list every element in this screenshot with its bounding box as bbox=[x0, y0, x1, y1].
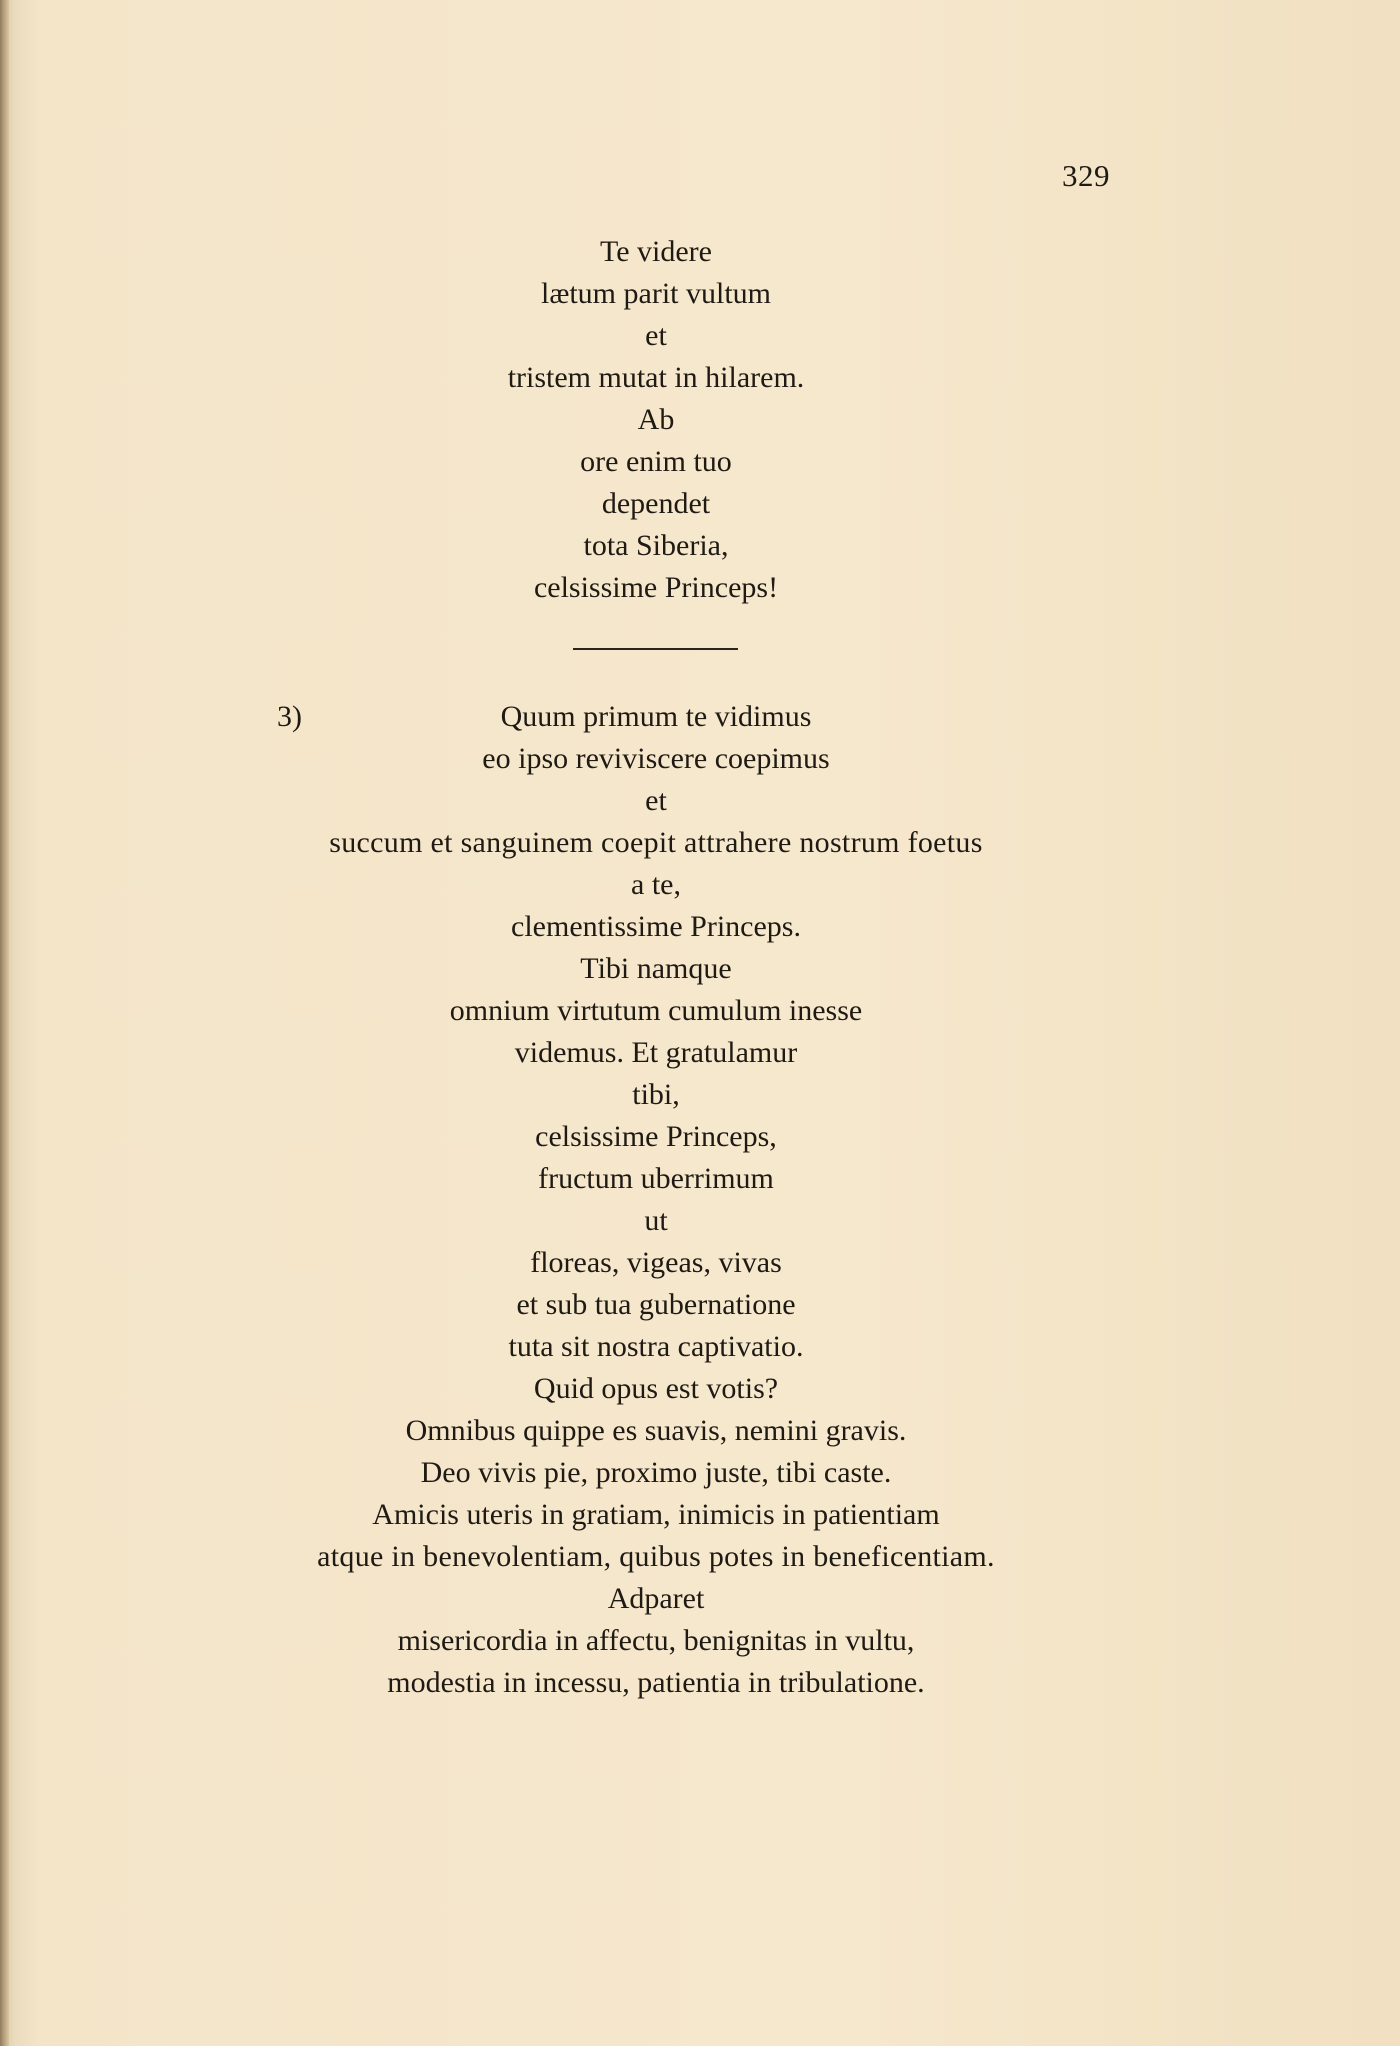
text-line: modestia in incessu, patientia in tribulatione. bbox=[387, 1666, 925, 1699]
text-line: celsissime Princeps! bbox=[533, 571, 779, 604]
binding-edge bbox=[0, 0, 9, 2046]
text-line: eo ipso reviviscere coepimus bbox=[482, 742, 830, 775]
text-line: videmus. Et gratulamur bbox=[514, 1036, 798, 1069]
text-line: tuta sit nostra captivatio. bbox=[508, 1330, 804, 1363]
text-line: succum et sanguinem coepit attrahere nostrum foetus bbox=[329, 826, 983, 859]
text-line: misericordia in affectu, benignitas in vultu, bbox=[397, 1624, 915, 1657]
text-line: Quid opus est votis? bbox=[533, 1372, 779, 1405]
text-line: tibi, bbox=[632, 1078, 680, 1111]
text-line: Adparet bbox=[607, 1582, 705, 1615]
page-number: 329 bbox=[1062, 158, 1110, 193]
text-line: Quum primum te vidimus bbox=[500, 700, 812, 733]
text-line: a te, bbox=[631, 868, 681, 901]
text-line: tristem mutat in hilarem. bbox=[507, 361, 805, 394]
text-line: clementissime Princeps. bbox=[511, 910, 801, 943]
text-line: et sub tua gubernatione bbox=[516, 1288, 796, 1321]
text-line: atque in benevolentiam, quibus potes in beneficentiam. bbox=[317, 1540, 995, 1573]
text-line: et bbox=[645, 319, 667, 352]
text-line: Tibi namque bbox=[580, 952, 732, 985]
text-line: ore enim tuo bbox=[580, 445, 732, 478]
text-line: ut bbox=[644, 1204, 668, 1237]
stanza-2 bbox=[200, 696, 1112, 1704]
section-number: 3) bbox=[277, 700, 302, 733]
text-line: celsissime Princeps, bbox=[535, 1120, 777, 1153]
text-line: Omnibus quippe es suavis, nemini gravis. bbox=[405, 1414, 907, 1447]
text-line: omnium virtutum cumulum inesse bbox=[449, 994, 863, 1027]
text-line: lætum parit vultum bbox=[541, 277, 771, 310]
text-line: Deo vivis pie, proximo juste, tibi caste. bbox=[420, 1456, 892, 1489]
text-line: Amicis uteris in gratiam, inimicis in patientiam bbox=[372, 1498, 940, 1531]
text-line: dependet bbox=[601, 487, 711, 520]
stanza-1 bbox=[200, 231, 1112, 609]
text-line: Te videre bbox=[599, 235, 712, 268]
text-line: floreas, vigeas, vivas bbox=[530, 1246, 782, 1279]
text-line: tota Siberia, bbox=[583, 529, 729, 562]
text-line: et bbox=[645, 784, 667, 817]
section-divider bbox=[573, 648, 738, 650]
text-line: Ab bbox=[637, 403, 675, 436]
text-line: fructum uberrimum bbox=[538, 1162, 774, 1195]
